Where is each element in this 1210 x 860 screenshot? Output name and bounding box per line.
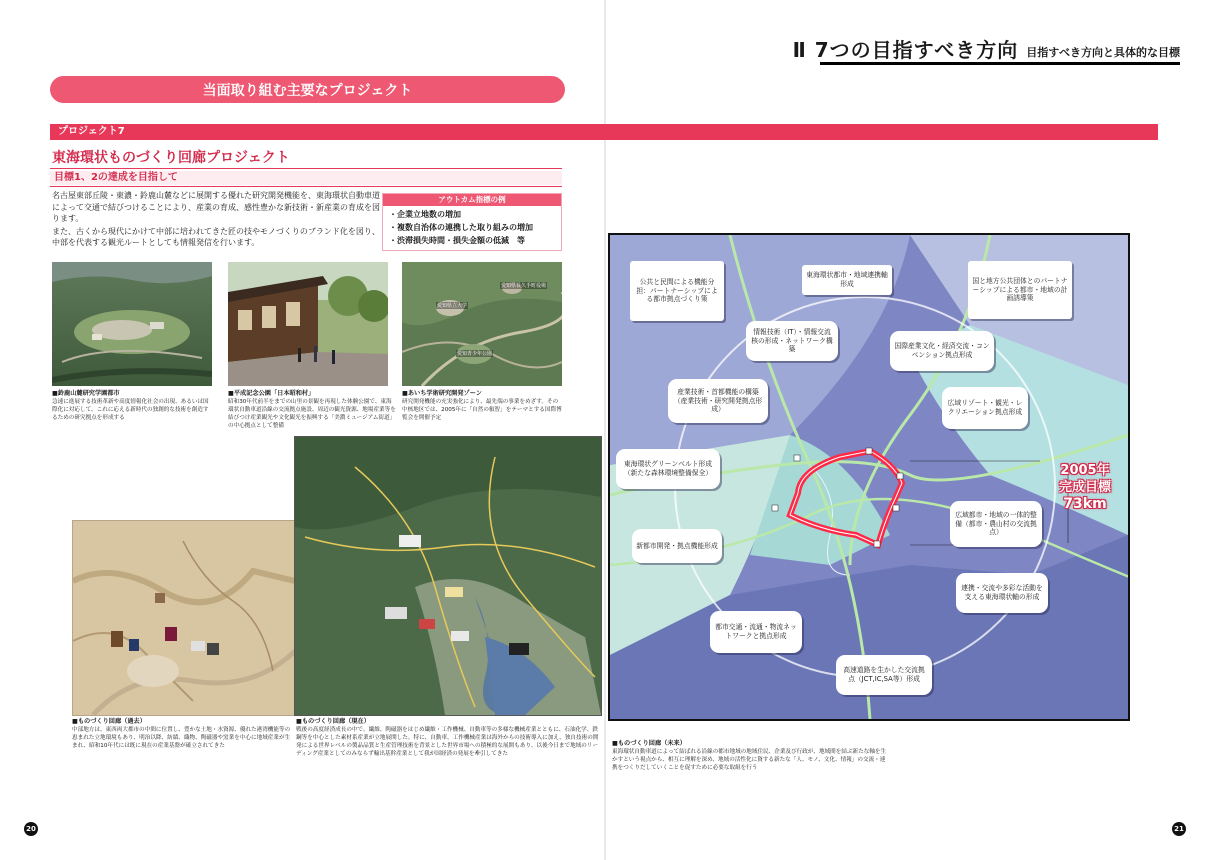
- caption-title: ■あいち学術研究開発ゾーン: [402, 390, 482, 397]
- target-label: 完成目標: [1058, 480, 1111, 495]
- project-goal: 目標1、2の達成を目指して: [50, 171, 562, 185]
- page-number-left: 20: [24, 822, 38, 836]
- concept-bubble: 広域都市・地域の一体的整備（都市・農山村の交流拠点）: [950, 501, 1042, 547]
- page-number-right: 21: [1172, 822, 1186, 836]
- chapter-title: Ⅱ 7つの目指すべき方向: [792, 38, 1019, 62]
- concept-bubble: 東海環状都市・地域連携軸形成: [802, 265, 892, 295]
- caption-title: ■ものづくり回廊（過去）: [72, 718, 146, 725]
- photo-label: 愛知県立大学: [437, 303, 468, 309]
- project-rule: [50, 168, 562, 169]
- map-caption: [72, 718, 294, 750]
- photo-label: 愛知青少年公園: [457, 351, 493, 357]
- photo-caption: [52, 390, 214, 422]
- photo-suzuka-aerial: [52, 262, 212, 386]
- caption-text: 研究開発機能の充実強化により、最先端の事業をめざす。その中核地区では、2005年に「自然の叡智」をテーマとする国際博覧会を開催予定: [402, 399, 562, 421]
- concept-bubble: 国際産業文化・経済交流・コンベンション拠点形成: [890, 331, 994, 371]
- caption-title: ■ものづくり回廊（現在）: [296, 718, 370, 725]
- caption-title: ■平成記念公園「日本昭和村」: [228, 390, 315, 397]
- concept-bubble: 情報技術（IT）・情報交流核の形成・ネットワーク構築: [746, 321, 838, 361]
- caption-text: 昭和30年代前半をまでの山里の景観を再現した体験公園で、東海環状自動車道沿線の交流拠点施設、周辺の観光資源、地場産業等を結びつけ産業観光や文化観光を振興する「美濃ミュージアム街道」の中心拠点として整備: [228, 399, 396, 429]
- chapter-rule: [820, 62, 1180, 65]
- caption-text: 東海環状自動車道によって結ばれる沿線の都市地域の地域住民、企業及び行政が、地域間を結ぶ新たな軸を生かすという視点から、相互に理解を深め、地域の活性化に資する新たな「人、モノ、文化、情報」の交流・連携をつくりだしていくことを促すために必要な取組を行う: [612, 749, 887, 771]
- chapter-subtitle: 目指すべき方向と具体的な目標: [1026, 46, 1180, 59]
- photo-showa-village: [228, 262, 388, 386]
- chapter-header: [793, 34, 1180, 63]
- intro-paragraph: 名古屋東部丘陵・東濃・鈴鹿山麓などに展開する優れた研究開発機能を、東海環状自動車道によって交通で結びつけることにより、産業の育成、感性豊かな新技術・新産業の育成を図ります。: [52, 191, 380, 224]
- caption-text: 戦後の高度経済成長の中で、繊維、陶磁器をはじめ繊維・工作機械、自動車等の多様な機械産業とともに、石油化学、鉄鋼等を中心とした素材系産業が立地展開した。特に、自動車、工作機械産業は海外からの技術導入に加え、独自技術の開発による世界レベルの製品品質と生産管理技術を背景とした世界市場への積極的な展開もあり、以後今日まで地域のリーディング産業としてのみならず輸出基幹産業として我が国経済の発展を牽引してきた: [296, 727, 599, 757]
- map-future: [608, 233, 1130, 721]
- section-banner: 当面取り組む主要なプロジェクト: [50, 76, 565, 103]
- photo-label: 愛知県長久手町役場: [501, 283, 547, 289]
- outcome-item: ・企業立地数の増加: [389, 210, 461, 219]
- goal-rule: [50, 186, 562, 187]
- concept-bubble: 国と地方公共団体とのパートナーシップによる都市・地域の計画誘導策: [968, 261, 1072, 319]
- concept-bubble: 広域リゾート・観光・レクリエーション拠点形成: [942, 387, 1028, 429]
- caption-text: 中部地方は、東西両大都市の中間に位置し、豊かな土地・水資源、優れた港湾機能等の恵まれた立地環境もあり、明治以降、紡績、織物、陶磁器や窯業を中心に地域産業が生まれ、昭和10年代には既に現在の産業基盤が確立されてきた: [72, 727, 291, 749]
- map-caption: [296, 718, 600, 758]
- map-past: [72, 520, 296, 716]
- photo-caption: [228, 390, 396, 430]
- caption-title: ■ものづくり回廊（未来）: [612, 740, 686, 747]
- photo-caption: [402, 390, 562, 422]
- caption-text: 急速に進展する技術革新や高度情報化社会の出現、あるいは国際化に対応して、これに応える新時代の独創的な技術を創造するための研究拠点を形成する: [52, 399, 209, 421]
- concept-bubble: 産業技術・首都機能の構築（産業技術・研究開発拠点形成）: [668, 379, 768, 423]
- concept-bubble: 高速道路を生かした交流拠点（JCT,IC,SA等）形成: [836, 655, 932, 695]
- map-caption: [612, 740, 890, 772]
- caption-title: ■鈴鹿山麓研究学園都市: [52, 390, 120, 397]
- concept-bubble: 連携・交流や多彩な活動を支える東海環状軸の形成: [956, 573, 1048, 613]
- concept-bubble: 都市交通・流通・物流ネットワークと拠点形成: [710, 611, 802, 653]
- concept-bubble: 新都市開発・拠点機能形成: [632, 529, 722, 563]
- target-year: 2005年: [1060, 463, 1110, 478]
- concept-bubble: 東海環状グリーンベルト形成（新たな森林環境整備保全）: [616, 449, 720, 489]
- project-title: 東海環状ものづくり回廊プロジェクト: [52, 150, 290, 166]
- concept-bubble: 公共と民間による機能分担：パートナーシップによる都市拠点づくり策: [630, 261, 724, 321]
- outcome-item: ・渋滞損失時間・損失金額の低減 等: [389, 236, 525, 245]
- outcome-item: ・複数自治体の連携した取り組みの増加: [389, 223, 533, 232]
- outcome-header: アウトカム指標の例: [383, 194, 561, 206]
- photo-aichi-aerial: [402, 262, 562, 386]
- project-label-bar: プロジェクト7: [50, 124, 1158, 140]
- outcome-box: [382, 193, 562, 251]
- map-present: [294, 436, 602, 716]
- project-intro: [52, 190, 380, 250]
- intro-paragraph: また、古くから現代にかけて中部に培われてきた匠の技やモノづくりのブランド化を図り、中部を代表する観光ルートとしても情報発信を行います。: [52, 226, 380, 248]
- outcome-list: [383, 206, 561, 247]
- target-length: 73km: [1063, 496, 1107, 512]
